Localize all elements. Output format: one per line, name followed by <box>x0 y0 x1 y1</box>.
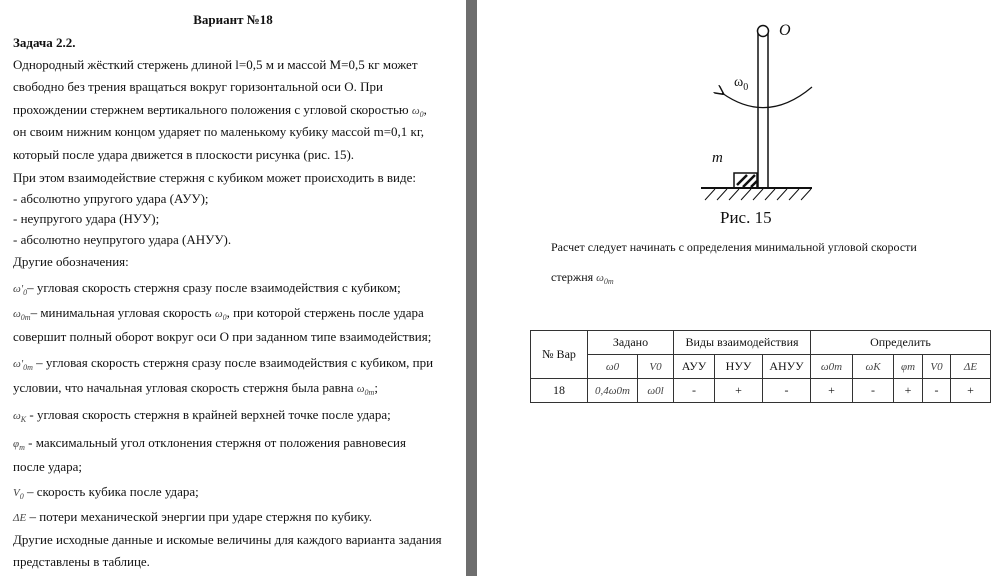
subheader: ωK <box>853 355 894 379</box>
subheader: АУУ <box>674 355 715 379</box>
header-var: № Вар <box>531 331 588 379</box>
text-line: При этом взаимодействие стержня с кубиком может происходить в виде: <box>13 170 416 185</box>
text-line: стержня $\omega_{0m}$ <box>551 270 614 287</box>
right-page <box>477 0 1000 576</box>
text-line: совершит полный оборот вокруг оси O при заданном типе взаимодействия; <box>13 329 432 344</box>
subheader: ω0 <box>588 355 638 379</box>
text-line: представлены в таблице. <box>13 554 150 569</box>
text-line: Однородный жёсткий стержень длиной l=0,5 м и массой M=0,5 кг может <box>13 57 418 72</box>
cell: 18 <box>531 379 588 403</box>
text-line: Расчет следует начинать с определения минимальной угловой скорости <box>551 240 917 254</box>
text-line: $\omega_{0m}-$ минимальная угловая скорость $\omega_0$, при которой стержень после удара <box>13 305 424 323</box>
text-line: Другие исходные данные и искомые величины для каждого варианта задания <box>13 532 442 547</box>
task-heading: Задача 2.2. <box>13 35 76 50</box>
figure-caption: Рис. 15 <box>720 208 772 227</box>
header-find: Определить <box>811 331 991 355</box>
cell: + <box>894 379 923 403</box>
text-line: $\omega'_0-$ угловая скорость стержня сразу после взаимодействия с кубиком; <box>13 280 401 298</box>
text-line: Другие обозначения: <box>13 254 129 269</box>
subheader: НУУ <box>715 355 763 379</box>
rod-figure <box>677 15 827 215</box>
text-line: он своим нижним концом ударяет по маленькому кубику массой m=0,1 кг, <box>13 124 424 139</box>
text-line: после удара; <box>13 459 83 474</box>
cell: + <box>951 379 991 403</box>
header-given: Задано <box>588 331 674 355</box>
cell: + <box>715 379 763 403</box>
omega-label: $\omega_0$ <box>734 75 749 93</box>
subheader: φm <box>894 355 923 379</box>
text-line: $V_0$ – скорость кубика после удара; <box>13 484 199 502</box>
header-types: Виды взаимодействия <box>674 331 811 355</box>
text-line: свободно без трения вращаться вокруг горизонтальной оси O. При <box>13 79 383 94</box>
cell: - <box>853 379 894 403</box>
cell: - <box>763 379 811 403</box>
cell: 0,4ω0m <box>588 379 638 403</box>
text-line: который после удара движется в плоскости рисунка (рис. 15). <box>13 147 355 162</box>
text-line: - абсолютно неупругого удара (АНУУ). <box>13 232 232 247</box>
left-page <box>0 0 466 576</box>
text-line: прохождении стержнем вертикального положения с угловой скоростью $\omega_0$, <box>13 102 427 120</box>
cell: ω0l <box>638 379 674 403</box>
text-line: ΔE – потери механической энергии при ударе стержня по кубику. <box>13 509 372 524</box>
cell: - <box>674 379 715 403</box>
subheader: V0 <box>923 355 951 379</box>
subheader: АНУУ <box>763 355 811 379</box>
text-line: - неупругого удара (НУУ); <box>13 211 160 226</box>
subheader: ΔE <box>951 355 991 379</box>
page-divider <box>466 0 477 576</box>
axis-label-O: O <box>779 22 791 39</box>
text-line: $\omega_K$ - угловая скорость стержня в крайней верхней точке после удара; <box>13 407 391 425</box>
text-line: $\omega'_{0m}$ – угловая скорость стержня сразу после взаимодействия с кубиком, при <box>13 355 434 373</box>
text-line: - абсолютно упругого удара (АУУ); <box>13 191 209 206</box>
table-row <box>531 379 991 403</box>
omega-symbol: $\omega_0$ <box>411 105 424 120</box>
cell: - <box>923 379 951 403</box>
text-line: условии, что начальная угловая скорость стержня была равна $\omega_{0m}$; <box>13 380 378 398</box>
mass-label: m <box>712 150 723 166</box>
subheader: ω0m <box>811 355 853 379</box>
text-line: $\varphi_m$ - максимальный угол отклонения стержня от положения равновесия <box>13 435 406 453</box>
cell: + <box>811 379 853 403</box>
subheader: V0 <box>638 355 674 379</box>
variant-table <box>530 330 991 403</box>
text: прохождении стержнем вертикального положения с угловой скоростью <box>13 102 409 117</box>
variant-title: Вариант №18 <box>193 12 273 27</box>
